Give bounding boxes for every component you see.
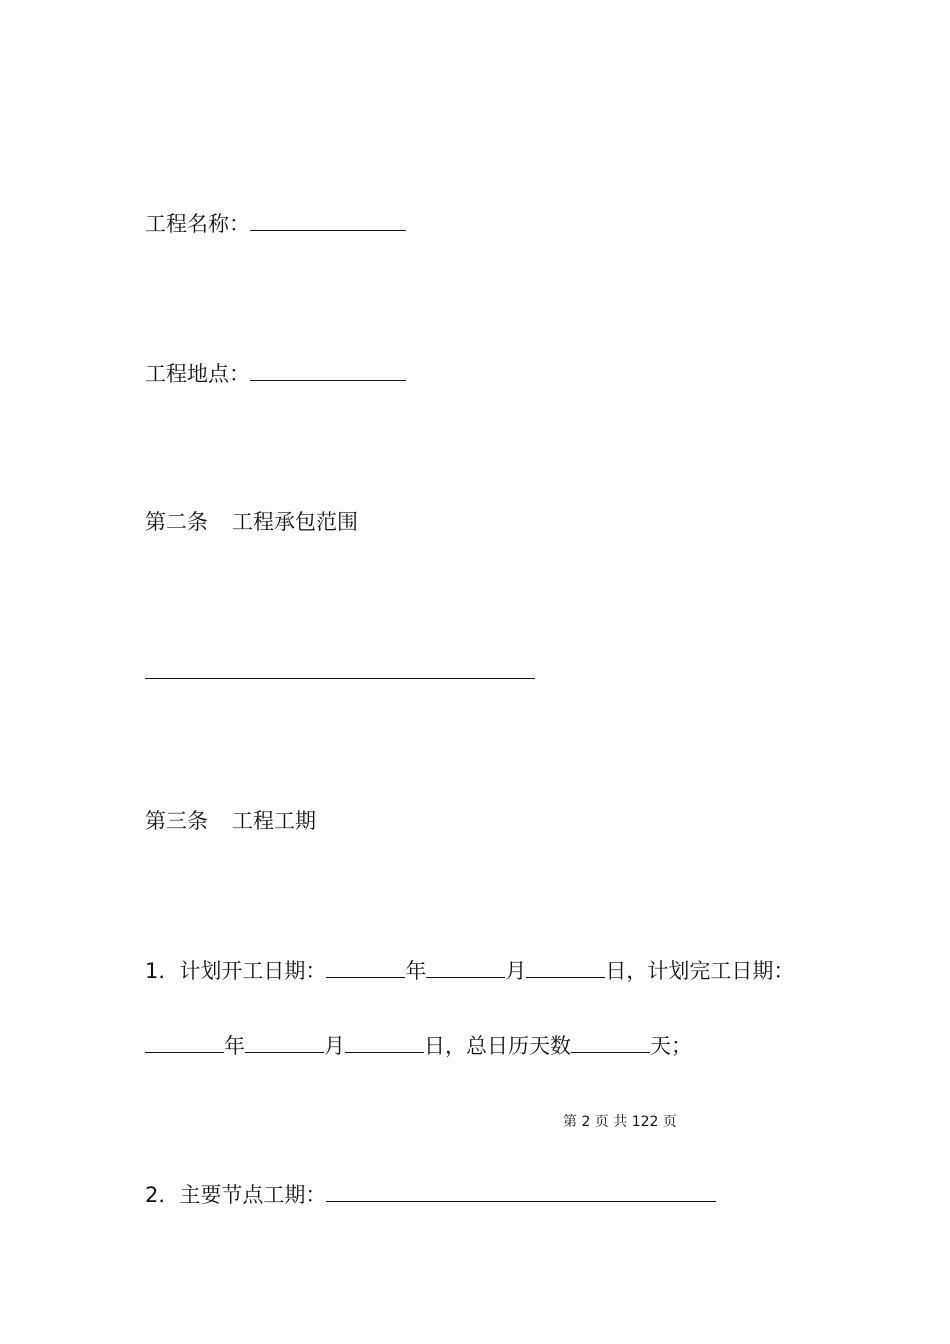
scope-blank[interactable] [145,656,535,679]
total-days-blank[interactable] [571,1030,650,1053]
item-1-line-2 [145,1030,692,1061]
end-month-label: 月 [324,1034,345,1058]
project-name-row [145,208,406,239]
item-1-line-1 [145,955,794,986]
start-year-blank[interactable] [326,955,405,978]
article-2-number: 第二条 [145,510,208,534]
project-location-label: 工程地点： [145,362,250,386]
end-year-label: 年 [224,1034,245,1058]
article-2-title: 工程承包范围 [232,510,358,534]
article-3-number: 第三条 [145,809,208,833]
scope-row [145,656,535,687]
start-day-blank[interactable] [526,955,605,978]
end-day-label: 日，总日历天数 [424,1034,571,1058]
end-year-blank[interactable] [145,1030,224,1053]
item-2-line [145,1179,716,1210]
project-name-blank[interactable] [250,208,406,231]
project-location-blank[interactable] [250,358,406,381]
page-number-footer: 第 2 页 共 122 页 [563,1114,677,1130]
start-month-blank[interactable] [426,955,505,978]
start-year-label: 年 [405,959,427,983]
article-3-title: 工程工期 [232,809,316,833]
item-2-prefix: 2．主要节点工期： [145,1183,327,1207]
end-day-blank[interactable] [345,1030,424,1053]
milestone-blank[interactable] [326,1179,716,1202]
days-unit-label: 天； [650,1034,692,1058]
start-day-label: 日，计划完工日期： [605,959,795,983]
project-location-row [145,358,406,389]
project-name-label: 工程名称： [145,212,250,236]
item-1-prefix: 1．计划开工日期： [145,959,327,983]
end-month-blank[interactable] [245,1030,324,1053]
start-month-label: 月 [505,959,527,983]
article-3-heading [145,806,316,836]
article-2-heading [145,507,358,537]
